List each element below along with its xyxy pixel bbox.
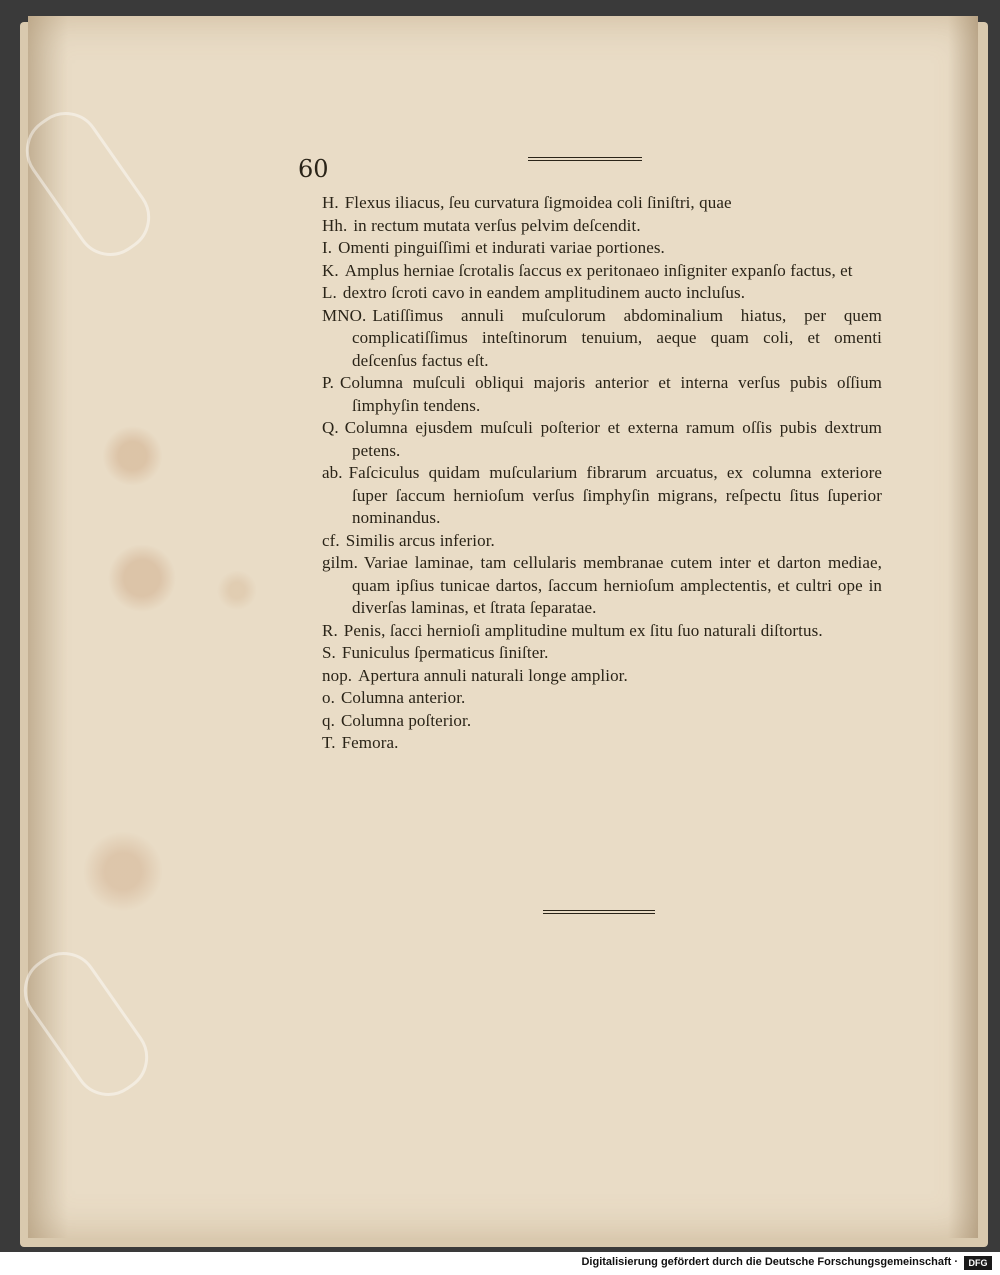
entry-text: Latiſſimus annuli muſculorum abdominalium hiatus, per quem complicatiſſimus inteſtinorum tenuium, aeque quam coli, et omenti deſcenſus factus eſt.: [352, 305, 882, 370]
entry-label: o.: [322, 688, 335, 707]
entry-text: Amplus herniae ſcrotalis ſaccus ex peritonaeo inſigniter expanſo factus, et: [344, 260, 853, 280]
header-rule: [528, 157, 642, 165]
dfg-logo: DFG: [964, 1256, 992, 1270]
legend-entry: [322, 237, 882, 260]
legend-entry: [322, 305, 882, 373]
digitization-credit: Digitalisierung gefördert durch die Deutsche Forschungsgemeinschaft ·: [581, 1256, 958, 1268]
entry-label: H.: [322, 193, 339, 212]
paper-clip-icon: [12, 98, 164, 269]
entry-text: dextro ſcroti cavo in eandem amplitudinem aucto incluſus.: [342, 283, 746, 302]
entry-text: Penis, ſacci hernioſi amplitudine multum ex ſitu ſuo naturali diſtortus.: [343, 620, 823, 640]
entry-label: cf.: [322, 530, 340, 550]
legend-list: [322, 192, 882, 755]
entry-text: Faſciculus quidam muſcularium fibrarum arcuatus, ex columna exteriore ſuper ſaccum hernioſum verſus ſimphyſin migrans, reſpectu ſitus ſuperior nominandus.: [348, 463, 882, 527]
entry-label: Hh.: [322, 215, 348, 235]
entry-text: Omenti pinguiſſimi et indurati variae portiones.: [338, 238, 665, 257]
entry-label: K.: [322, 260, 339, 280]
entry-text: Columna muſculi obliqui majoris anterior et interna verſus pubis oſſium ſimphyſin tendens.: [340, 373, 882, 415]
entry-label: MNO.: [322, 305, 367, 325]
legend-entry: [322, 282, 882, 305]
legend-entry: [322, 665, 882, 688]
legend-entry: [322, 710, 882, 733]
entry-label: P.: [322, 373, 335, 392]
legend-entry: [322, 215, 882, 238]
entry-text: Funiculus ſpermaticus ſiniſter.: [341, 643, 549, 662]
paper-clip-icon: [10, 938, 162, 1109]
legend-entry: [322, 372, 882, 417]
legend-entry: [322, 462, 882, 530]
entry-label: S.: [322, 643, 336, 662]
entry-label: I.: [322, 238, 333, 257]
entry-label: q.: [322, 710, 335, 730]
legend-entry: [322, 417, 882, 462]
legend-entry: [322, 620, 882, 643]
entry-label: Q.: [322, 418, 339, 437]
entry-label: L.: [322, 283, 337, 302]
legend-entry: [322, 687, 882, 710]
legend-entry: [322, 530, 882, 553]
page-number: 60: [298, 155, 329, 183]
legend-entry: [322, 260, 882, 283]
entry-text: Similis arcus inferior.: [345, 530, 495, 550]
footer-rule: [543, 910, 655, 918]
legend-entry: [322, 192, 882, 215]
legend-entry: [322, 732, 882, 755]
entry-text: Variae laminae, tam cellularis membranae cutem inter et darton mediae, quam ipſius tunicae dartos, ſaccum hernioſum amplectentis, et cultri ope in diverſas laminas, et ſtrata ſeparatae.: [352, 553, 882, 617]
entry-text: in rectum mutata verſus pelvim deſcendit.: [353, 215, 641, 235]
entry-label: ab.: [322, 463, 343, 482]
entry-label: T.: [322, 733, 336, 752]
entry-text: Flexus iliacus, ſeu curvatura ſigmoidea coli ſiniſtri, quae: [344, 193, 732, 212]
entry-label: R.: [322, 620, 338, 640]
entry-text: Columna ejusdem muſculi poſterior et externa ramum oſſis pubis dextrum petens.: [344, 418, 882, 460]
footer-bar: [0, 1252, 1000, 1275]
entry-text: Columna anterior.: [340, 688, 466, 707]
entry-text: Columna poſterior.: [340, 710, 472, 730]
entry-label: gilm.: [322, 553, 358, 572]
entry-text: Apertura annuli naturali longe amplior.: [358, 665, 628, 685]
entry-label: nop.: [322, 665, 353, 685]
entry-text: Femora.: [341, 733, 399, 752]
legend-entry: [322, 552, 882, 620]
legend-entry: [322, 642, 882, 665]
